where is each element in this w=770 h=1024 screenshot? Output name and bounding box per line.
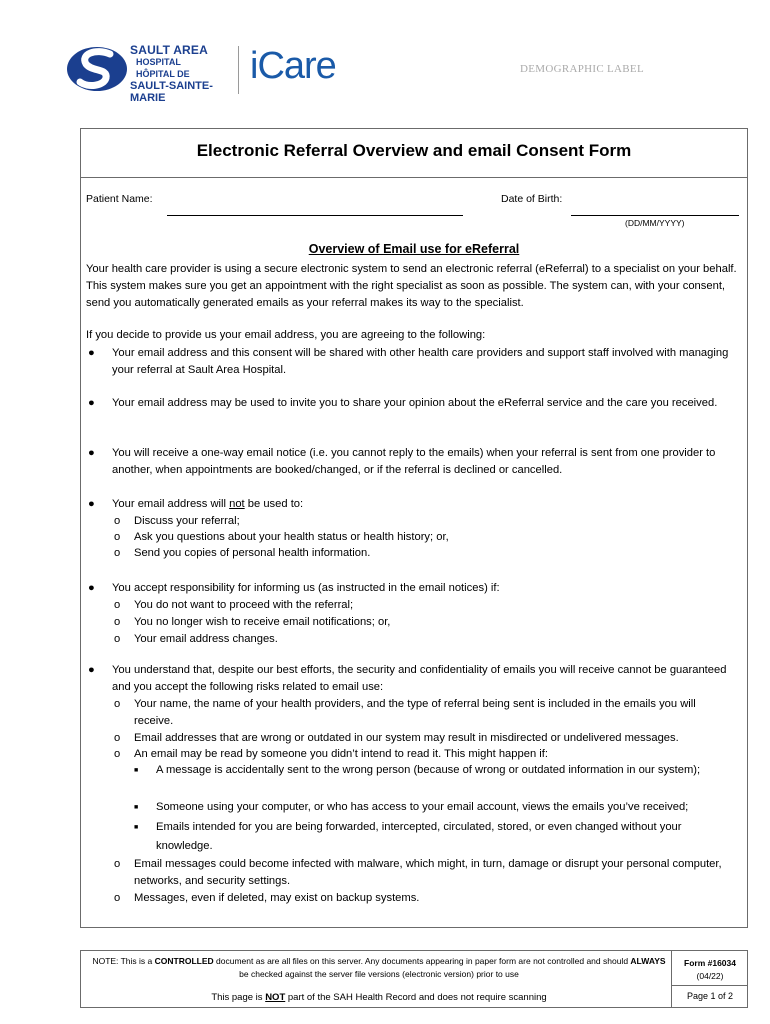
bullet-text: You accept responsibility for informing us (as instructed in the email notices) if: bbox=[112, 582, 500, 594]
dob-format-hint: (DD/MM/YYYY) bbox=[625, 218, 685, 228]
circle-bullet-icon: o bbox=[114, 858, 121, 870]
nested-item-text: Someone using your computer, or who has access to your email account, views the emails you’ve received; bbox=[156, 801, 689, 813]
hospital-name-line: HOSPITAL bbox=[136, 57, 181, 67]
sub-item-text: Ask you questions about your health status or health history; or, bbox=[134, 531, 449, 543]
square-bullet-icon: ■ bbox=[134, 767, 139, 774]
bullet-icon: ● bbox=[88, 347, 95, 359]
dob-field[interactable] bbox=[571, 215, 739, 216]
note-emphasis: ALWAYS bbox=[630, 956, 666, 966]
bullet-text-part: be used to: bbox=[244, 498, 304, 510]
nested-item-text: Emails intended for you are being forwarded, intercepted, circulated, stored, or even changed without your knowledge. bbox=[156, 821, 682, 852]
scan-text: part of the SAH Health Record and does not require scanning bbox=[285, 992, 547, 1003]
title-row bbox=[81, 129, 747, 178]
controlled-document-note bbox=[89, 955, 669, 981]
agree-intro: If you decide to provide us your email address, you are agreeing to the following: bbox=[86, 329, 486, 341]
bullet-text: You will receive a one-way email notice (i.e. you cannot reply to the emails) when your referral is sent from one provider to another, when appointments are booked/changed, or if the referral is declined or cancelled. bbox=[112, 447, 716, 476]
bullet-icon: ● bbox=[88, 582, 95, 594]
sub-item-text: Your email address changes. bbox=[134, 633, 278, 645]
circle-bullet-icon: o bbox=[114, 515, 121, 527]
circle-bullet-icon: o bbox=[114, 547, 121, 559]
form-number-block bbox=[673, 957, 747, 983]
sub-item-text: Email messages could become infected with malware, which might, in turn, damage or disrupt your personal computer, networks, and security settings. bbox=[134, 858, 722, 887]
intro-paragraph: Your health care provider is using a secure electronic system to send an electronic referral (eReferral) to a specialist on your behalf. This system makes sure you get an appointment with the right specialist as soon as possible. The system can, with your consent, send you automatically generated emails as your referral makes its way to the specialist. bbox=[86, 263, 737, 309]
hospital-name bbox=[130, 44, 236, 104]
square-bullet-icon: ■ bbox=[134, 804, 139, 811]
sub-item-text: You no longer wish to receive email notifications; or, bbox=[134, 616, 391, 628]
nested-item-text: A message is accidentally sent to the wrong person (because of wrong or outdated information in our system); bbox=[156, 764, 701, 776]
bullet-text bbox=[112, 496, 740, 513]
section-heading: Overview of Email use for eReferral bbox=[308, 242, 520, 256]
sub-item-text: An email may be read by someone you didn’t intend to read it. This might happen if: bbox=[134, 748, 548, 760]
page-number: Page 1 of 2 bbox=[686, 991, 734, 1001]
footer-divider bbox=[671, 951, 672, 1007]
scan-note bbox=[89, 992, 669, 1003]
circle-bullet-icon: o bbox=[114, 633, 121, 645]
hospital-name-line: SAULT AREA bbox=[130, 43, 208, 57]
bullet-icon: ● bbox=[88, 447, 95, 459]
circle-bullet-icon: o bbox=[114, 698, 121, 710]
scan-emphasis: NOT bbox=[265, 992, 286, 1003]
sault-area-hospital-logo bbox=[66, 42, 236, 104]
hospital-emblem-icon bbox=[66, 44, 128, 94]
form-title: Electronic Referral Overview and email Consent Form bbox=[196, 141, 632, 160]
square-bullet-icon: ■ bbox=[134, 824, 139, 831]
footer-divider bbox=[671, 985, 748, 986]
bullet-text: Your email address may be used to invite you to share your opinion about the eReferral service and the care you received. bbox=[112, 397, 718, 409]
hospital-name-line: HÔPITAL DE bbox=[136, 69, 190, 79]
sub-item-text: Your name, the name of your health providers, and the type of referral being sent is included in the emails you will receive. bbox=[134, 698, 696, 727]
logo-divider bbox=[238, 46, 239, 94]
circle-bullet-icon: o bbox=[114, 748, 121, 760]
scan-text: This page is bbox=[211, 992, 266, 1003]
bullet-text: Your email address and this consent will be shared with other health care providers and support staff involved with managing your referral at Sault Area Hospital. bbox=[112, 347, 729, 376]
document-footer bbox=[80, 950, 748, 1008]
consent-form bbox=[80, 128, 748, 928]
bullet-icon: ● bbox=[88, 664, 95, 676]
bullet-text-part: Your email address will bbox=[112, 498, 230, 510]
form-revision-date: (04/22) bbox=[696, 971, 724, 981]
sub-item-text: Send you copies of personal health information. bbox=[134, 547, 371, 559]
sub-item-text: Discuss your referral; bbox=[134, 515, 240, 527]
patient-name-field[interactable] bbox=[167, 215, 463, 216]
bullet-text: You understand that, despite our best efforts, the security and confidentiality of emails you will receive cannot be guaranteed and you accept the following risks related to email use: bbox=[112, 664, 727, 693]
circle-bullet-icon: o bbox=[114, 531, 121, 543]
dob-label: Date of Birth: bbox=[501, 193, 563, 205]
demographic-label: DEMOGRAPHIC LABEL bbox=[520, 63, 644, 75]
emphasis-not: not bbox=[229, 498, 245, 510]
icare-logo: iCare bbox=[250, 45, 336, 87]
bullet-icon: ● bbox=[88, 397, 95, 409]
bullet-icon: ● bbox=[88, 498, 95, 510]
form-number: Form #16034 bbox=[684, 958, 736, 968]
note-text: document as are all files on this server. Any documents appearing in paper form are not controlled and should bbox=[213, 956, 631, 966]
note-emphasis: CONTROLLED bbox=[154, 956, 214, 966]
sub-item-text: You do not want to proceed with the referral; bbox=[134, 599, 354, 611]
note-text: be checked against the server file versions (electronic version) prior to use bbox=[239, 969, 519, 979]
hospital-name-line: SAULT-SAINTE-MARIE bbox=[130, 80, 213, 104]
sub-item-text: Email addresses that are wrong or outdated in our system may result in misdirected or undelivered messages. bbox=[134, 732, 679, 744]
sub-item-text: Messages, even if deleted, may exist on backup systems. bbox=[134, 892, 420, 904]
circle-bullet-icon: o bbox=[114, 616, 121, 628]
circle-bullet-icon: o bbox=[114, 892, 121, 904]
circle-bullet-icon: o bbox=[114, 732, 121, 744]
note-text: NOTE: This is a bbox=[92, 956, 155, 966]
patient-name-label: Patient Name: bbox=[86, 193, 153, 205]
circle-bullet-icon: o bbox=[114, 599, 121, 611]
